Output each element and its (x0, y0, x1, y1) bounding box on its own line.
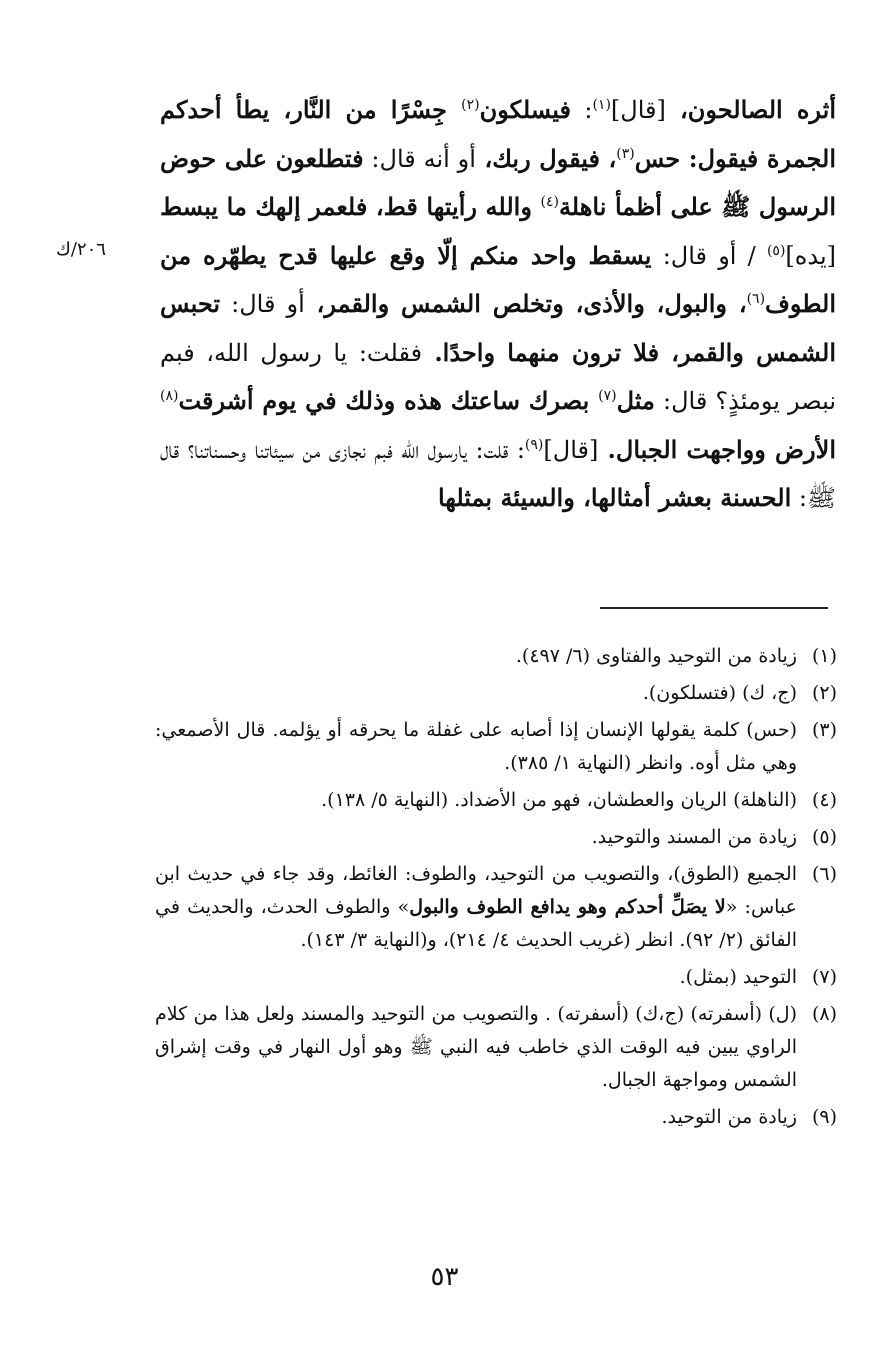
hadith-text: تحبس الشمس والقمر، فلا ترون منهما واحدًا. (160, 289, 836, 367)
margin-manuscript-reference: ٢٠٦/ك (56, 239, 106, 260)
footnote-number: (٩) (811, 1106, 837, 1128)
footnote-number: (٦) (811, 863, 837, 885)
footnote-text: زيادة من التوحيد. (661, 1106, 797, 1128)
footnotes-list (155, 640, 837, 1138)
footnote-ref-3[interactable]: (٣) (616, 145, 635, 162)
footnote-text: (ج، ك) (فتسلكون). (642, 682, 797, 704)
bracket-addition: [قال] (543, 435, 599, 464)
hadith-text: والله رأيتها قط، فلعمر إلهك ما يبسط (160, 192, 541, 221)
hadith-text: مثل (616, 386, 655, 415)
hadith-text: الحسنة بعشر أمثالها، والسيئة بمثلها (437, 483, 792, 512)
footnote-number: (٧) (811, 966, 837, 988)
hadith-text: جِسْرًا من النَّار، يطأ أحدكم الجمرة فيقول: حس (160, 95, 837, 173)
hadith-text: فيسلكون (479, 95, 571, 124)
footnote-text: زيادة من التوحيد والفتاوى (٦/ ٤٩٧). (515, 645, 797, 667)
hadith-text: يسقط واحد منكم إلّا وقع عليها قدح يطهّره من الطوف (160, 240, 836, 318)
footnote-item (155, 1101, 837, 1134)
footnote-item (155, 858, 837, 957)
footnote-number: (٤) (811, 789, 837, 811)
footnote-text: (الناهلة) الريان والعطشان، فهو من الأضداد. (النهاية ٥/ ١٣٨). (321, 789, 797, 811)
footnote-divider (600, 607, 828, 609)
footnote-number: (٢) (811, 682, 837, 704)
footnote-text-part: الجميع (الطوق)، والتصويب من التوحيد، والطوف: الغائط، وقد جاء في حديث ابن عباس: « (155, 863, 797, 918)
footnote-number: (٣) (811, 719, 837, 741)
footnote-item (155, 677, 837, 710)
footnote-ref-5[interactable]: (٥) (766, 242, 786, 259)
hadith-text: أثره الصالحون، (665, 95, 837, 124)
plain-text: / أو قال: (651, 241, 767, 270)
quoted-hadith: لا يصَلِّ أحدكم وهو يدافع الطوف والبول (409, 896, 726, 918)
footnote-ref-6[interactable]: (٦) (746, 291, 766, 307)
footnote-item (155, 998, 837, 1097)
footnote-ref-4[interactable]: (٤) (540, 194, 559, 210)
footnote-text: زيادة من المسند والتوحيد. (591, 826, 797, 848)
hadith-text: فتطلعون على حوض الرسول ﷺ على أظمأ ناهلة (160, 143, 836, 221)
hadith-text: ، فيقول ربك، (475, 143, 617, 173)
footnote-number: (٨) (811, 1003, 837, 1025)
footnote-item (155, 821, 837, 854)
hadith-text: بصرك ساعتك هذه وذلك في يوم أشرقت (178, 386, 599, 415)
footnote-number: (٥) (811, 826, 837, 848)
main-paragraph (160, 86, 836, 523)
footnote-ref-8[interactable]: (٨) (160, 388, 179, 404)
plain-text: أو أنه قال: (363, 144, 476, 173)
plain-text: : (570, 96, 593, 124)
footnote-text: (ل) (أسفرته) (ج،ك) (أسفرته) . والتصويب من التوحيد والمسند ولعل هذا من كلام الراوي يبين فيه الوقت الذي خاطب فيه النبي ﷺ وهو أول النهار في وقت إشراق الشمس ومواجهة الجبال. (155, 1003, 797, 1091)
plain-text: فقلت: يا رسول الله، فبم نبصر يومئذٍ؟ قال: (160, 338, 836, 415)
footnote-ref-2[interactable]: (٢) (461, 97, 480, 113)
footnote-ref-9[interactable]: (٩) (524, 436, 544, 453)
hadith-text: الأرض وواجهت الجبال. (598, 434, 836, 464)
footnote-text (155, 858, 797, 957)
page-number: ٥٣ (430, 1262, 459, 1292)
plain-text: : قلت: يارسول الله فبم نجازى من سيئاتنا وحسناتنا؟ قال ﷺ: (160, 435, 836, 512)
footnote-item (155, 640, 837, 673)
footnote-ref-7[interactable]: (٧) (598, 388, 617, 404)
plain-text: أو قال: (220, 290, 305, 318)
footnote-text: التوحيد (بمثل). (679, 966, 797, 988)
footnote-item (155, 784, 837, 817)
main-text-block (160, 86, 836, 523)
footnote-item (155, 961, 837, 994)
footnote-text-part: » والطوف الحدث، والحديث في الفائق (٢/ ٩٢). انظر (غريب الحديث ٤/ ٢١٤)، و(النهاية ٣/ ١٤٣). (155, 896, 797, 951)
footnote-number: (١) (811, 645, 837, 667)
footnote-text: (حس) كلمة يقولها الإنسان إذا أصابه على غفلة ما يحرقه أو يؤلمه. قال الأصمعي: وهي مثل أوه. وانظر (النهاية ١/ ٣٨٥). (155, 719, 797, 774)
bracket-addition: [قال] (610, 96, 666, 124)
footnote-ref-1[interactable]: (١) (592, 97, 611, 113)
hadith-text: ، والبول، والأذى، وتخلص الشمس والقمر، (304, 289, 747, 318)
footnote-item (155, 714, 837, 780)
bracket-addition: [يده] (785, 241, 836, 270)
